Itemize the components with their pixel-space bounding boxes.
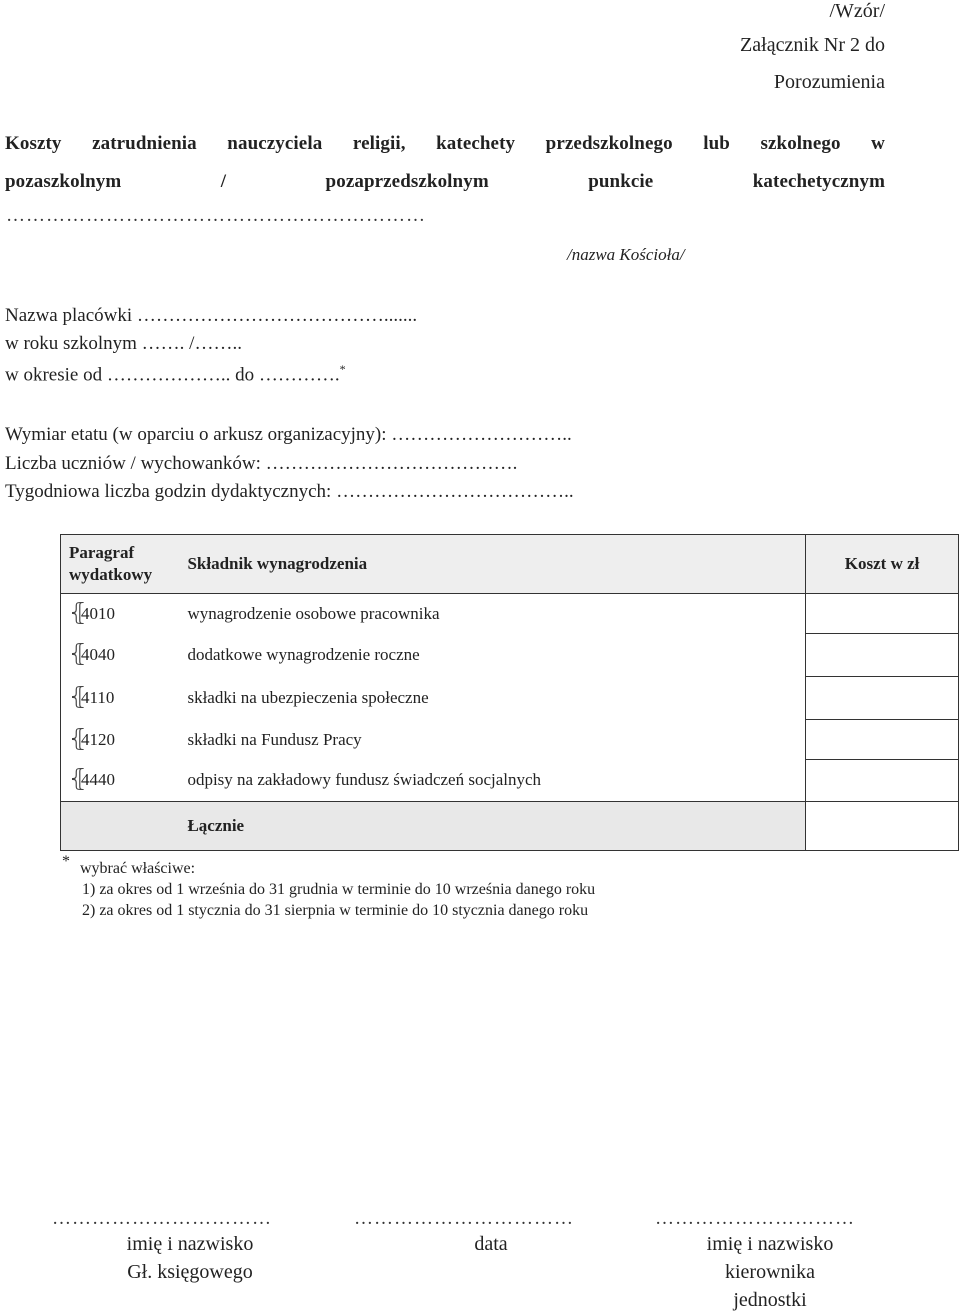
brace-icon: ⦃	[69, 684, 87, 710]
title-word: /	[220, 171, 227, 192]
code-cell	[61, 684, 115, 710]
signature-manager	[670, 1230, 870, 1314]
title-word: szkolnego	[760, 133, 841, 154]
title-word: lub	[703, 133, 730, 154]
header-paragraf: Paragraf wydatkowy	[61, 535, 176, 594]
footnote-marker: *	[339, 362, 346, 376]
signature-label: imię i nazwisko	[706, 1233, 834, 1255]
item-label: składki na Fundusz Pracy	[175, 720, 805, 760]
code-value: 4120	[81, 729, 115, 749]
table-row	[61, 760, 959, 802]
signature-label: imię i nazwisko	[126, 1233, 254, 1255]
agreement-label: Porozumienia	[773, 71, 885, 93]
code-cell	[61, 766, 115, 793]
title-word: Koszty	[5, 133, 62, 154]
title-word: przedszkolnego	[545, 133, 673, 154]
table-row	[61, 634, 959, 677]
table-row	[61, 677, 959, 720]
code-value: 4010	[81, 603, 115, 623]
church-name-label: /nazwa Kościoła/	[567, 245, 685, 264]
item-label: składki na ubezpieczenia społeczne	[175, 677, 805, 720]
title-word: zatrudnienia	[92, 133, 197, 154]
cost-cell[interactable]	[806, 594, 959, 634]
title-word: pozaprzedszkolnym	[325, 171, 489, 192]
total-label: Łącznie	[175, 802, 805, 851]
table-row	[61, 720, 959, 760]
signature-label: jednostki	[733, 1289, 807, 1311]
template-label: /Wzór/	[829, 0, 885, 22]
student-count-field: Liczba uczniów / wychowanków: ………………………………….	[5, 453, 518, 474]
brace-icon: ⦃	[69, 599, 87, 626]
item-label: odpisy na zakładowy fundusz świadczeń socjalnych	[175, 760, 805, 802]
header-skladnik: Składnik wynagrodzenia	[175, 535, 805, 594]
table-header-row	[61, 535, 959, 594]
signature-line-date: ……………………………	[354, 1208, 574, 1229]
code-value: 4110	[81, 688, 115, 707]
footnote-intro: wybrać właściwe:	[80, 860, 196, 877]
title-word: religii,	[352, 133, 406, 154]
brace-icon: ⦃	[69, 725, 87, 752]
title-word: nauczyciela	[227, 133, 323, 154]
code-cell	[61, 641, 115, 667]
code-value: 4040	[81, 645, 115, 664]
header-koszt: Koszt w zł	[806, 535, 959, 594]
footnote-option-1: 1) za okres od 1 września do 31 grudnia w terminie do 10 września danego roku	[82, 881, 596, 898]
footnote-option-2: 2) za okres od 1 stycznia do 31 sierpnia w terminie do 10 stycznia danego roku	[82, 902, 589, 919]
cost-cell[interactable]	[806, 720, 959, 760]
code-value: 4440	[81, 770, 115, 790]
document-title-line2	[5, 171, 885, 193]
signature-date	[441, 1230, 541, 1258]
title-word: w	[871, 133, 885, 154]
period-field	[5, 362, 346, 386]
signature-label: data	[474, 1233, 508, 1255]
code-cell	[61, 599, 115, 626]
weekly-hours-field: Tygodniowa liczba godzin dydaktycznych: ………………………………..	[5, 481, 574, 502]
title-word: punkcie	[588, 171, 654, 192]
title-word: katechety	[436, 133, 516, 154]
item-label: dodatkowe wynagrodzenie roczne	[175, 634, 805, 677]
signature-line-accountant: ……………………………	[52, 1208, 272, 1229]
title-word: katechetycznym	[752, 171, 885, 192]
signature-accountant	[90, 1230, 290, 1286]
cost-table	[60, 534, 959, 851]
facility-name-field: Nazwa placówki ………………………………….......	[5, 305, 418, 326]
attachment-label: Załącznik Nr 2 do	[740, 34, 885, 56]
church-name-fill-line: ………………………………………………………	[6, 205, 426, 226]
period-text: w okresie od ……………….. do ………….	[5, 364, 340, 386]
brace-icon: ⦃	[69, 766, 87, 793]
code-cell	[61, 725, 115, 752]
item-label: wynagrodzenie osobowe pracownika	[175, 594, 805, 634]
cost-cell[interactable]	[806, 677, 959, 720]
document-title-line1	[5, 133, 885, 155]
school-year-field: w roku szkolnym ……. /……..	[5, 333, 242, 354]
footnote-mark: *	[62, 853, 70, 870]
cost-cell[interactable]	[806, 634, 959, 677]
total-row	[61, 802, 959, 851]
signature-label: Gł. księgowego	[127, 1261, 253, 1283]
signature-line-manager: …………………………	[655, 1208, 855, 1229]
cost-cell[interactable]	[806, 760, 959, 802]
signature-label: kierownika	[725, 1261, 815, 1283]
brace-icon: ⦃	[69, 641, 87, 667]
total-cost-cell[interactable]	[806, 802, 959, 851]
table-row	[61, 594, 959, 634]
fte-field: Wymiar etatu (w oparciu o arkusz organizacyjny): ………………………..	[5, 424, 572, 445]
title-word: pozaszkolnym	[5, 171, 122, 192]
